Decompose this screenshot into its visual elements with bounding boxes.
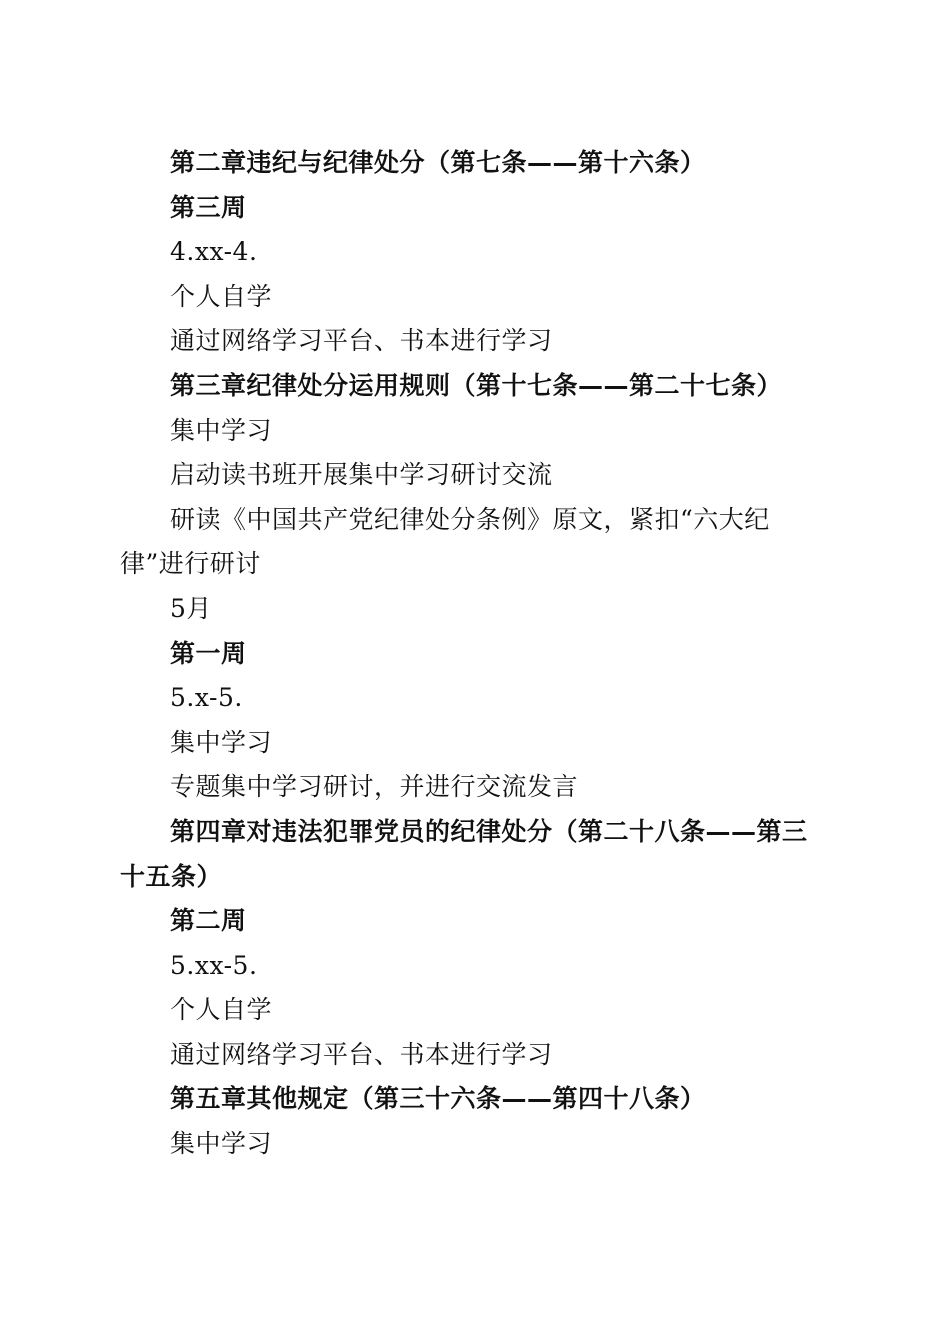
month-label: 5月 <box>170 593 212 623</box>
week-label: 第三周 <box>170 192 247 222</box>
week-label: 第一周 <box>170 638 247 668</box>
chapter-heading: 第二章违纪与纪律处分（第七条——第十六条） <box>170 148 706 177</box>
date-range: 5.xx-5. <box>170 950 258 980</box>
chapter-heading: 第三章纪律处分运用规则（第十七条——第二十七条） <box>170 370 783 400</box>
study-content: 研读《中国共产党纪律处分条例》原文，紧扣“六大纪律”进行研讨 <box>120 504 770 579</box>
study-method: 专题集中学习研讨，并进行交流发言 <box>170 772 579 802</box>
study-mode: 集中学习 <box>170 727 273 757</box>
study-mode: 集中学习 <box>170 1129 273 1159</box>
study-method: 通过网络学习平台、书本进行学习 <box>170 1039 553 1069</box>
week-label: 第二周 <box>170 906 247 936</box>
chapter-heading: 第四章对违法犯罪党员的纪律处分（第二十八条——第三十五条） <box>120 816 808 891</box>
study-method: 启动读书班开展集中学习研讨交流 <box>170 460 553 490</box>
date-range: 4.xx-4. <box>170 237 258 267</box>
date-range: 5.x-5. <box>170 683 243 713</box>
study-mode: 个人自学 <box>170 995 273 1025</box>
chapter-heading: 第五章其他规定（第三十六条——第四十八条） <box>170 1084 706 1114</box>
study-mode: 集中学习 <box>170 415 273 445</box>
study-mode: 个人自学 <box>170 281 273 311</box>
document-body <box>120 141 830 1167</box>
study-method: 通过网络学习平台、书本进行学习 <box>170 326 553 356</box>
